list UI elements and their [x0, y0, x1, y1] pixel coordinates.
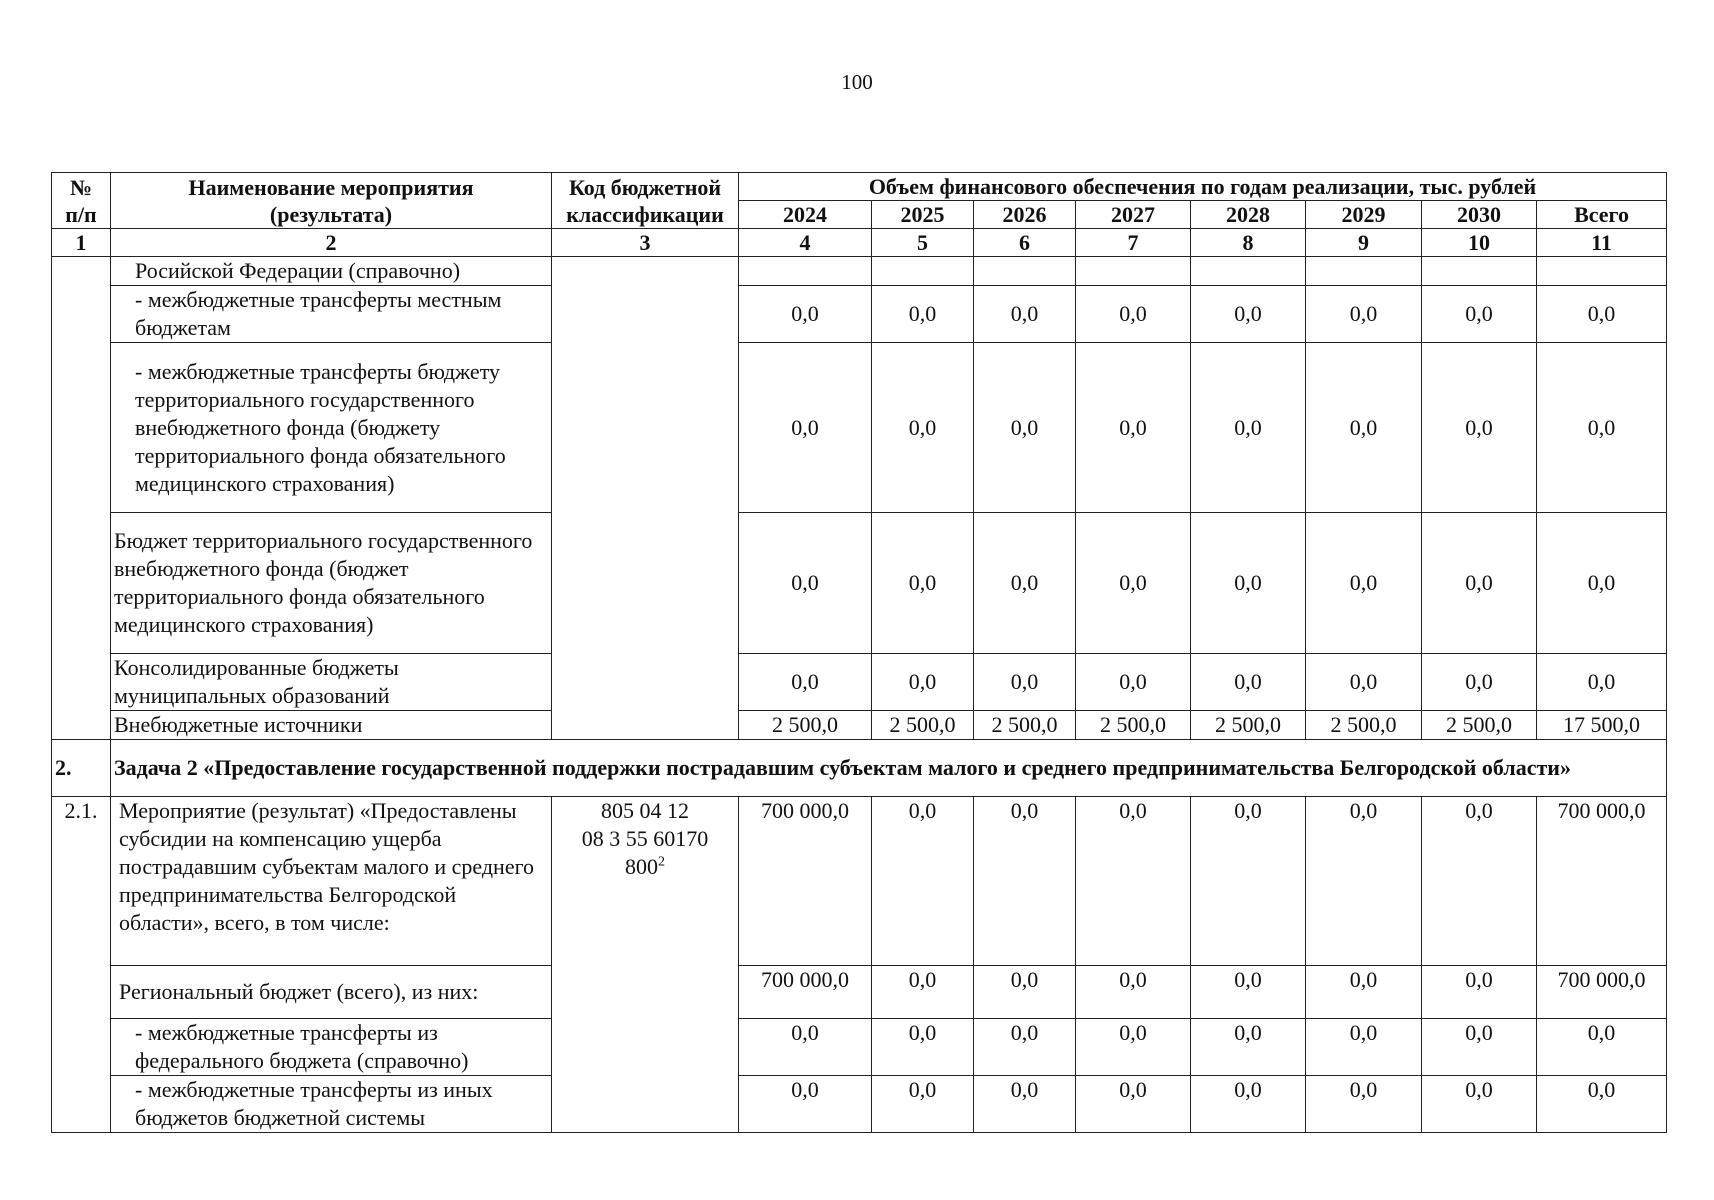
task-title: Задача 2 «Предоставление государственной поддержки пострадавшим субъектам малого и среднего предпринимательства Белгородской области»	[111, 740, 1667, 797]
row-value: 2 500,0	[1076, 711, 1191, 740]
header-code	[552, 173, 739, 229]
header-row-1	[52, 173, 1667, 201]
row-value	[1422, 257, 1537, 286]
event-value: 0,0	[872, 797, 974, 966]
table-row	[52, 286, 1667, 343]
header-code-line1: Код бюджетной	[568, 174, 722, 200]
row-value: 0,0	[1422, 286, 1537, 343]
row-value: 0,0	[739, 654, 872, 711]
event-row-value: 0,0	[872, 1076, 974, 1133]
row-value: 0,0	[1191, 343, 1306, 513]
header-year: 2030	[1422, 201, 1537, 229]
event-row-value: 0,0	[739, 1019, 872, 1076]
event-code-footnote: 2	[658, 854, 665, 870]
row-value	[974, 257, 1076, 286]
header-num-line1: №	[69, 174, 93, 200]
event-row-value: 700 000,0	[1537, 966, 1667, 1019]
row-value: 2 500,0	[1191, 711, 1306, 740]
event-subrow	[52, 966, 1667, 1019]
row-value: 0,0	[1191, 513, 1306, 654]
header-num	[52, 173, 111, 229]
row-value: 0,0	[739, 286, 872, 343]
event-row-value: 700 000,0	[739, 966, 872, 1019]
event-row-value: 0,0	[974, 966, 1076, 1019]
row-value: 0,0	[974, 343, 1076, 513]
table-row	[52, 257, 1667, 286]
row-value	[1076, 257, 1191, 286]
event-row-value: 0,0	[1306, 966, 1422, 1019]
row-value: 0,0	[1076, 513, 1191, 654]
event-row-value: 0,0	[1076, 966, 1191, 1019]
row-name: - межбюджетные трансферты местным бюджетам	[111, 286, 552, 343]
row-value: 0,0	[1422, 343, 1537, 513]
row-value: 2 500,0	[974, 711, 1076, 740]
index-cell: 7	[1076, 229, 1191, 257]
event-row-value: 0,0	[1191, 1019, 1306, 1076]
header-total: Всего	[1537, 201, 1667, 229]
row-value: 0,0	[1076, 654, 1191, 711]
index-cell: 4	[739, 229, 872, 257]
event-row-value: 0,0	[1537, 1019, 1667, 1076]
row-value: 0,0	[1422, 654, 1537, 711]
event-code-line3: 800	[625, 854, 658, 879]
event-subrow	[52, 1076, 1667, 1133]
row-value: 0,0	[872, 286, 974, 343]
event-row-name: Региональный бюджет (всего), из них:	[111, 966, 552, 1019]
row-value: 0,0	[1191, 654, 1306, 711]
row-value: 0,0	[974, 513, 1076, 654]
header-year: 2024	[739, 201, 872, 229]
row-value: 0,0	[1537, 654, 1667, 711]
table-row	[52, 343, 1667, 513]
page-number: 100	[841, 70, 873, 94]
event-name: Мероприятие (результат) «Предоставлены субсидии на компенсацию ущерба пострадавшим субъектам малого и среднего предпринимательства Белгородской области», всего, в том числе:	[111, 797, 552, 966]
event-value: 0,0	[1422, 797, 1537, 966]
event-value: 0,0	[1191, 797, 1306, 966]
row-value: 0,0	[1306, 513, 1422, 654]
event-row-value: 0,0	[1422, 1019, 1537, 1076]
event-row-value: 0,0	[872, 966, 974, 1019]
row-value	[739, 257, 872, 286]
index-cell: 2	[111, 229, 552, 257]
task-row	[52, 740, 1667, 797]
row-num-empty	[52, 257, 111, 740]
header-year: 2028	[1191, 201, 1306, 229]
row-name: Росийской Федерации (справочно)	[111, 257, 552, 286]
row-value: 0,0	[872, 343, 974, 513]
row-value: 0,0	[1422, 513, 1537, 654]
row-value	[1191, 257, 1306, 286]
event-row-name: - межбюджетные трансферты из федерального бюджета (справочно)	[111, 1019, 552, 1076]
row-value: 0,0	[1191, 286, 1306, 343]
index-cell: 11	[1537, 229, 1667, 257]
event-row-value: 0,0	[1306, 1076, 1422, 1133]
row-value: 0,0	[1537, 513, 1667, 654]
header-year: 2025	[872, 201, 974, 229]
event-code-line2: 08 3 55 60170	[581, 826, 709, 851]
event-row	[52, 797, 1667, 966]
event-code	[552, 797, 739, 1133]
event-row-value: 0,0	[1191, 1076, 1306, 1133]
row-value: 2 500,0	[1422, 711, 1537, 740]
row-value: 0,0	[1537, 343, 1667, 513]
event-row-value: 0,0	[1422, 1076, 1537, 1133]
header-num-line2: п/п	[65, 201, 97, 227]
row-value: 0,0	[1306, 286, 1422, 343]
index-cell: 3	[552, 229, 739, 257]
row-value: 17 500,0	[1537, 711, 1667, 740]
row-value: 0,0	[872, 654, 974, 711]
row-value	[872, 257, 974, 286]
event-value: 700 000,0	[1537, 797, 1667, 966]
header-year: 2029	[1306, 201, 1422, 229]
header-year: 2027	[1076, 201, 1191, 229]
event-row-value: 0,0	[1191, 966, 1306, 1019]
event-row-value: 0,0	[974, 1019, 1076, 1076]
event-value: 0,0	[974, 797, 1076, 966]
row-name: - межбюджетные трансферты бюджету территориального государственного внебюджетного фонда (бюджету территориального фонда обязательного медицинского страхования)	[111, 343, 552, 513]
index-cell: 1	[52, 229, 111, 257]
header-code-line2: классификации	[566, 201, 724, 227]
row-value: 0,0	[1306, 343, 1422, 513]
row-value: 0,0	[872, 513, 974, 654]
row-value: 0,0	[1076, 343, 1191, 513]
row-value: 2 500,0	[739, 711, 872, 740]
row-value: 0,0	[1537, 286, 1667, 343]
event-code-line1: 805 04 12	[601, 798, 689, 823]
header-volume: Объем финансового обеспечения по годам реализации, тыс. рублей	[739, 173, 1667, 201]
row-value: 2 500,0	[872, 711, 974, 740]
row-value: 0,0	[974, 286, 1076, 343]
index-cell: 8	[1191, 229, 1306, 257]
row-value: 0,0	[1076, 286, 1191, 343]
event-num: 2.1.	[52, 797, 111, 1133]
header-name	[111, 173, 552, 229]
row-value: 0,0	[974, 654, 1076, 711]
event-row-value: 0,0	[1537, 1076, 1667, 1133]
task-num: 2.	[52, 740, 111, 797]
event-row-name: - межбюджетные трансферты из иных бюджетов бюджетной системы	[111, 1076, 552, 1133]
row-value	[1537, 257, 1667, 286]
index-cell: 5	[872, 229, 974, 257]
event-subrow	[52, 1019, 1667, 1076]
row-name: Бюджет территориального государственного внебюджетного фонда (бюджет территориального фонда обязательного медицинского страхования)	[111, 513, 552, 654]
event-row-value: 0,0	[1076, 1076, 1191, 1133]
event-row-value: 0,0	[1306, 1019, 1422, 1076]
row-value	[1306, 257, 1422, 286]
table-row	[52, 654, 1667, 711]
row-name: Консолидированные бюджеты муниципальных образований	[111, 654, 552, 711]
row-value: 2 500,0	[1306, 711, 1422, 740]
event-row-value: 0,0	[872, 1019, 974, 1076]
event-row-value: 0,0	[974, 1076, 1076, 1133]
row-value: 0,0	[739, 343, 872, 513]
header-year: 2026	[974, 201, 1076, 229]
event-row-value: 0,0	[1422, 966, 1537, 1019]
row-value: 0,0	[1306, 654, 1422, 711]
row-value: 0,0	[739, 513, 872, 654]
event-row-value: 0,0	[739, 1076, 872, 1133]
header-name-line2: (результата)	[269, 201, 393, 227]
index-cell: 9	[1306, 229, 1422, 257]
event-row-value: 0,0	[1076, 1019, 1191, 1076]
event-value: 0,0	[1306, 797, 1422, 966]
header-index-row	[52, 229, 1667, 257]
index-cell: 10	[1422, 229, 1537, 257]
table-row	[52, 711, 1667, 740]
header-name-line1: Наименование мероприятия	[188, 174, 474, 200]
row-name: Внебюджетные источники	[111, 711, 552, 740]
row-code-empty	[552, 257, 739, 740]
index-cell: 6	[974, 229, 1076, 257]
financing-table	[51, 172, 1667, 1133]
table-row	[52, 513, 1667, 654]
event-value: 0,0	[1076, 797, 1191, 966]
event-value: 700 000,0	[739, 797, 872, 966]
